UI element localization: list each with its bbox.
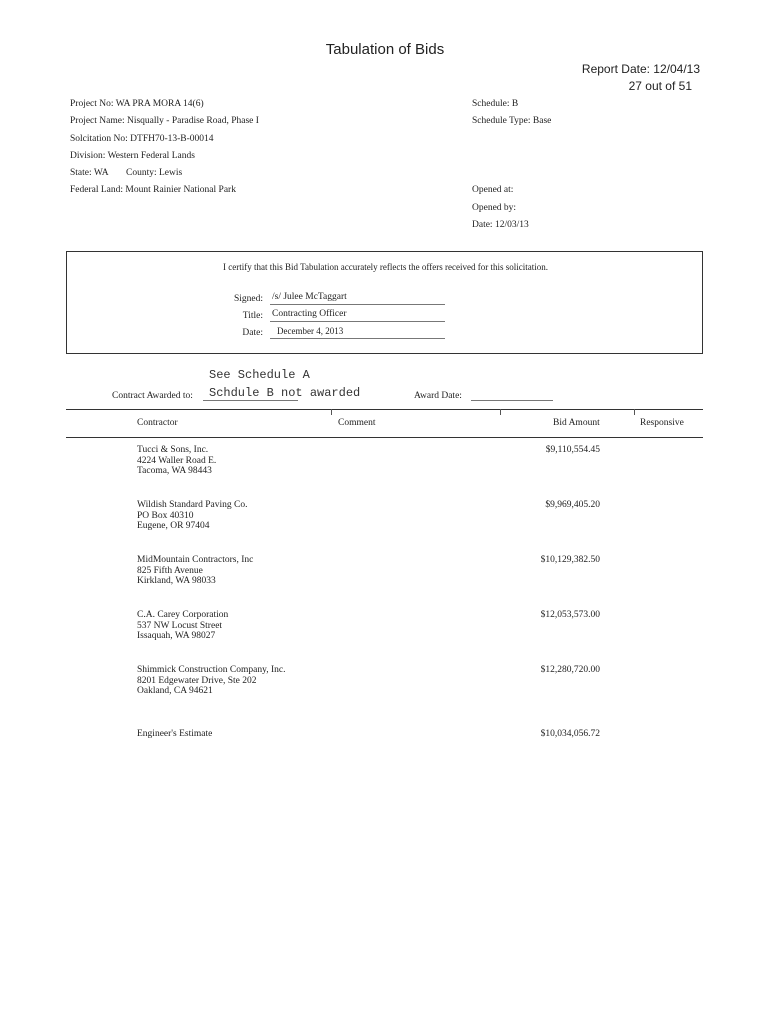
- table-row: [137, 665, 285, 697]
- state: State: WA: [70, 168, 109, 178]
- contractor-city: Issaquah, WA 98027: [137, 631, 216, 641]
- opened-by: Opened by:: [472, 203, 517, 213]
- table-header-rule: [66, 437, 703, 438]
- certification-box: [66, 251, 703, 354]
- division: Division: Western Federal Lands: [70, 151, 195, 161]
- page-count: 27 out of 51: [628, 79, 692, 93]
- contractor-city: Eugene, OR 97404: [137, 521, 210, 531]
- title-label: Title:: [242, 311, 263, 321]
- date-value: December 4, 2013: [277, 326, 344, 336]
- contractor-name: Tucci & Sons, Inc.: [137, 445, 209, 455]
- header-contractor: Contractor: [137, 418, 178, 428]
- project-number: Project No: WA PRA MORA 14(6): [70, 99, 204, 109]
- title-line: [270, 309, 445, 322]
- schedule-type: Schedule Type: Base: [472, 116, 552, 126]
- contractor-address: 8201 Edgewater Drive, Ste 202: [137, 675, 257, 686]
- engineers-estimate-amount: $10,034,056.72: [540, 729, 600, 739]
- bid-amount: $9,110,554.45: [545, 445, 600, 455]
- table-row: [137, 500, 247, 532]
- certification-statement: I certify that this Bid Tabulation accurately reflects the offers received for this solicitation.: [223, 262, 548, 272]
- contract-awarded-line: [203, 400, 298, 401]
- contract-awarded-label: Contract Awarded to:: [112, 391, 193, 401]
- bid-amount: $10,129,382.50: [540, 555, 600, 565]
- contractor-city: Tacoma, WA 98443: [137, 466, 212, 476]
- column-divider: [634, 409, 635, 415]
- signed-line: [270, 292, 445, 305]
- contractor-city: Kirkland, WA 98033: [137, 576, 216, 586]
- date-line: [270, 326, 445, 339]
- bid-amount: $9,969,405.20: [545, 500, 600, 510]
- contractor-address: 825 Fifth Avenue: [137, 565, 203, 576]
- contractor-name: Shimmick Construction Company, Inc.: [137, 665, 286, 675]
- contractor-name: C.A. Carey Corporation: [137, 610, 229, 620]
- column-divider: [500, 409, 501, 415]
- table-top-rule: [66, 409, 703, 410]
- award-date-line: [471, 400, 553, 401]
- handwritten-not-awarded: Schdule B not awarded: [209, 386, 361, 400]
- page-title: Tabulation of Bids: [325, 41, 445, 58]
- date-label: Date:: [242, 328, 263, 338]
- contractor-address: 537 NW Locust Street: [137, 620, 223, 631]
- engineers-estimate-label: Engineer's Estimate: [137, 729, 213, 739]
- federal-land: Federal Land: Mount Rainier National Park: [70, 185, 236, 195]
- award-date-label: Award Date:: [414, 391, 462, 401]
- bid-amount: $12,280,720.00: [540, 665, 600, 675]
- contractor-city: Oakland, CA 94621: [137, 686, 213, 696]
- report-date: Report Date: 12/04/13: [581, 62, 700, 76]
- contractor-address: 4224 Waller Road E.: [137, 455, 217, 466]
- title-value: Contracting Officer: [272, 309, 347, 319]
- bid-amount: $12,053,573.00: [540, 610, 600, 620]
- signed-label: Signed:: [233, 294, 263, 304]
- contractor-name: Wildish Standard Paving Co.: [137, 500, 248, 510]
- opened-date: Date: 12/03/13: [472, 220, 529, 230]
- county: County: Lewis: [126, 168, 183, 178]
- column-divider: [331, 409, 332, 415]
- signed-value: /s/ Julee McTaggart: [272, 292, 347, 302]
- opened-at: Opened at:: [472, 185, 514, 195]
- solicitation-number: Solcitation No: DTFH70-13-B-00014: [70, 134, 214, 144]
- table-row: [137, 610, 228, 642]
- header-responsive: Responsive: [640, 418, 684, 428]
- schedule: Schedule: B: [472, 99, 519, 109]
- project-name: Project Name: Nisqually - Paradise Road, Phase I: [70, 116, 259, 126]
- header-comment: Comment: [338, 418, 376, 428]
- contractor-name: MidMountain Contractors, Inc: [137, 555, 254, 565]
- table-row: [137, 555, 253, 587]
- handwritten-see-schedule: See Schedule A: [209, 368, 310, 382]
- table-row: [137, 445, 216, 477]
- header-bid-amount: Bid Amount: [553, 418, 600, 428]
- contractor-address: PO Box 40310: [137, 510, 194, 521]
